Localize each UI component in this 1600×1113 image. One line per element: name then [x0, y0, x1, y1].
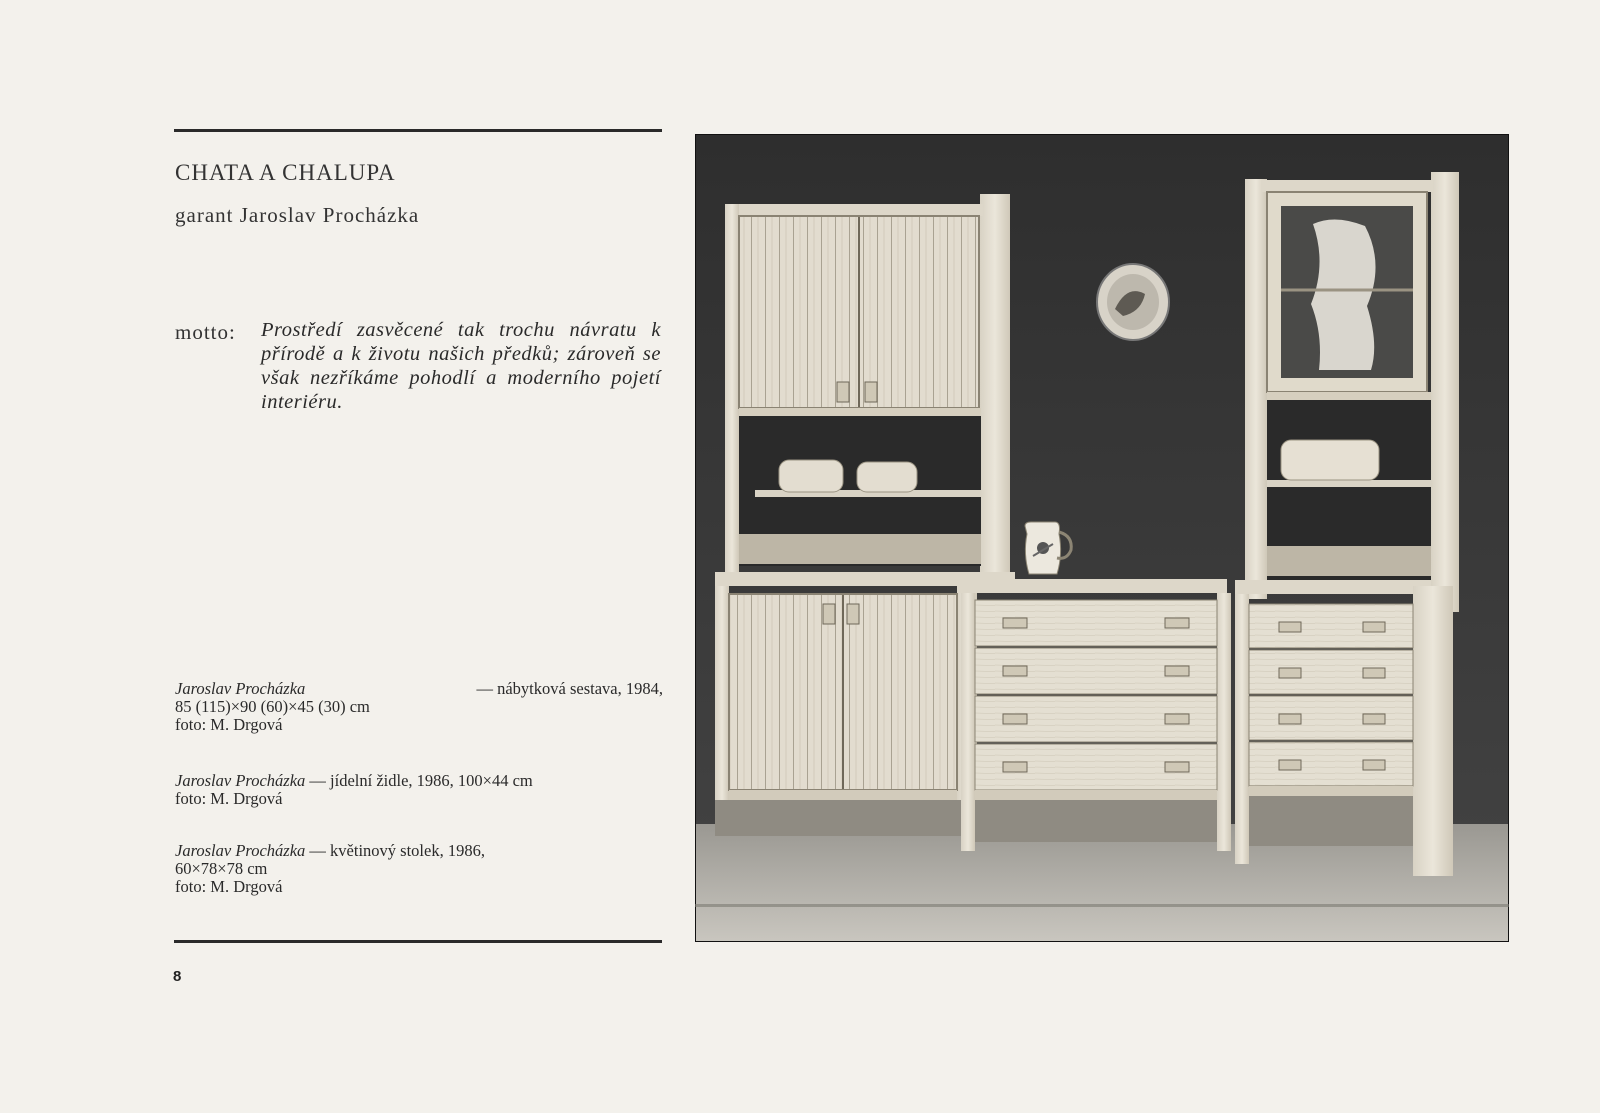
caption-author: Jaroslav Procházka	[175, 841, 306, 860]
caption-description: — květinový stolek, 1986,	[309, 841, 485, 860]
caption-line	[175, 680, 663, 698]
top-rule	[174, 129, 662, 132]
section-title: CHATA A CHALUPA	[175, 160, 396, 185]
section-guarantor: garant Jaroslav Procházka	[175, 203, 420, 227]
motto-label: motto:	[175, 320, 236, 344]
caption-dimensions: 60×78×78 cm	[175, 859, 268, 878]
motto-text: Prostředí zasvěcené tak trochu návratu k přírodě a k životu našich předků; zároveň se však nezříkáme pohodlí a moderního pojetí interiéru.	[261, 319, 661, 413]
caption-photo-credit: foto: M. Drgová	[175, 715, 283, 734]
caption-furniture-set	[175, 680, 663, 734]
caption-photo-credit: foto: M. Drgová	[175, 877, 283, 896]
caption-author: Jaroslav Procházka	[175, 771, 306, 790]
caption-description: — nábytková sestava, 1984,	[476, 679, 663, 698]
caption-line	[175, 842, 663, 860]
caption-dimensions: 85 (115)×90 (60)×45 (30) cm	[175, 697, 370, 716]
caption-line	[175, 772, 663, 790]
caption-author: Jaroslav Procházka	[175, 679, 306, 698]
bottom-rule	[174, 940, 662, 943]
caption-flower-table	[175, 842, 663, 896]
caption-dining-chair	[175, 772, 663, 808]
furniture-photo	[695, 134, 1509, 942]
page-number: 8	[173, 968, 182, 985]
furniture-photo-image	[695, 134, 1509, 942]
caption-description: — jídelní židle, 1986, 100×44 cm	[309, 771, 533, 790]
caption-photo-credit: foto: M. Drgová	[175, 789, 283, 808]
